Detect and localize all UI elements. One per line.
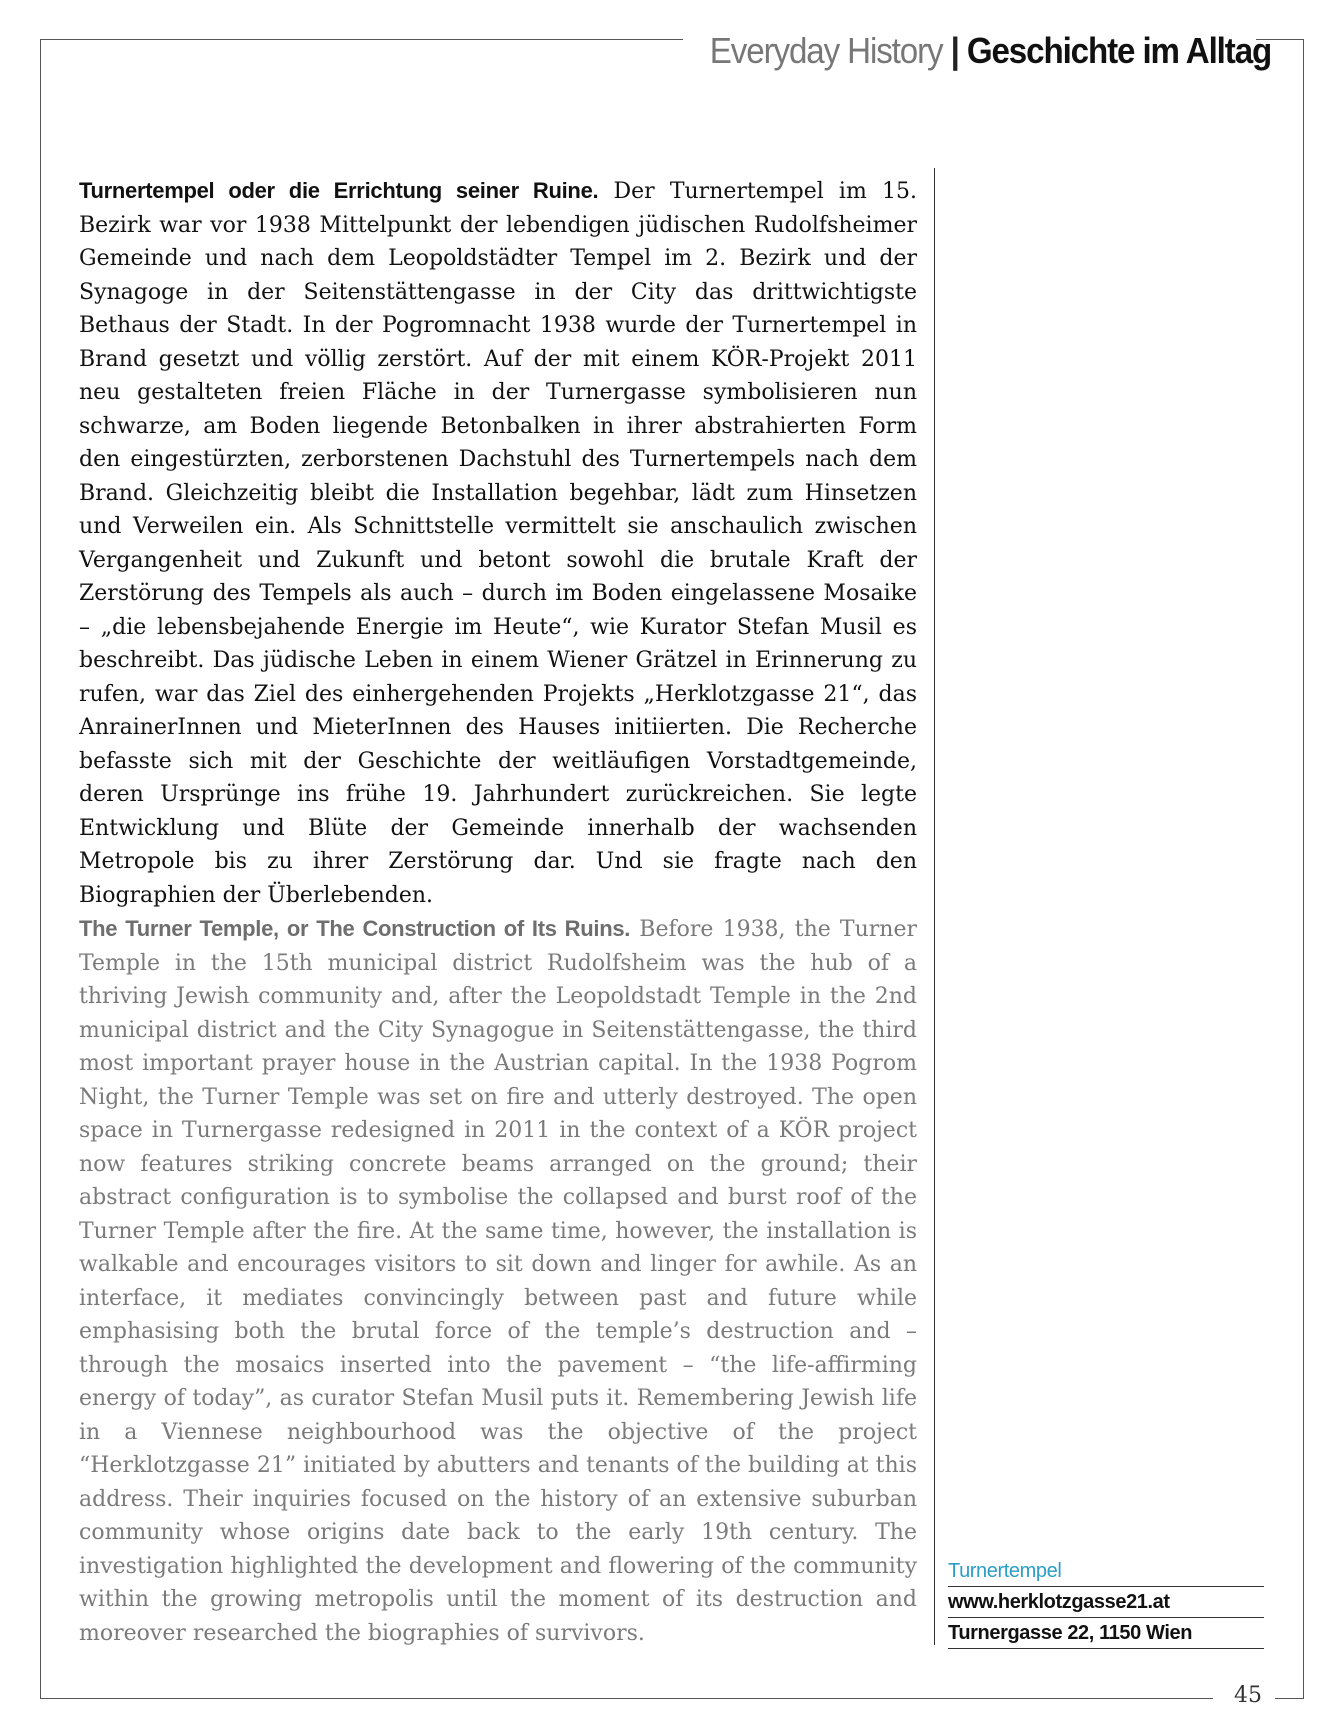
header-title-en: Everyday History [709,30,943,71]
frame-left-border [40,39,41,1699]
info-website-link[interactable]: www.herklotzgasse21.at [948,1587,1264,1618]
column-divider [934,168,935,1645]
english-lead-heading: The Turner Temple, or The Construction of Its Ruins. [79,916,631,941]
english-body-text: Before 1938, the Turner Temple in the 15th municipal district Rudolfsheim was the hub of a thriving Jewish community and, after the Leopoldstadt Temple in the 2nd municipal district and the City Synagogue in Seitenstättengasse, the third most important prayer house in the Austrian capital. In the 1938 Pogrom Night, the Turner Temple was set on fire and utterly destroyed. The open space in Turnergasse redesigned in 2011 in the context of a KÖR project now features striking concrete beams arranged on the ground; their abstract configuration is to symbolise the collapsed and burst roof of the Turner Temple after the fire. At the same time, however, the installation is walkable and encourages visitors to sit down and linger for awhile. As an interface, it mediates convincingly between past and future while emphasising both the brutal force of the temple’s destruction and – through the mosaics inserted into the pavement – “the life-affirming energy of today”, as curator Stefan Musil puts it. Remembering Jewish life in a Viennese neighbourhood was the objective of the project “Herklotzgasse 21” initiated by abutters and tenants of the building at this address. Their inquiries focused on the history of an extensive suburban community whose origins date back to the early 19th century. The investigation highlighted the development and flowering of the community within the growing metropolis until the moment of its destruction and moreover researched the biographies of survivors. [79,917,918,1646]
frame-bottom-right-border [1275,1698,1304,1699]
german-paragraph [79,174,917,912]
english-paragraph [79,912,917,1650]
frame-right-border [1303,39,1304,1699]
info-box [948,1556,1264,1649]
header-separator: | [950,30,959,71]
info-title: Turnertempel [948,1556,1264,1587]
german-lead-heading: Turnertempel oder die Errichtung seiner Ruine. [79,178,599,203]
frame-bottom-border [40,1698,1213,1699]
page-number: 45 [1234,1683,1262,1708]
header-title-de: Geschichte im Alltag [966,30,1271,71]
info-address: Turnergasse 22, 1150 Wien [948,1618,1264,1649]
frame-top-border [40,39,683,40]
german-body-text: Der Turnertempel im 15. Bezirk war vor 1938 Mittelpunkt der lebendigen jüdischen Rudolfsheimer Gemeinde und nach dem Leopoldstädter Tempel im 2. Bezirk und der Synagoge in der Seitenstättengasse in der City das drittwichtigste Bethaus der Stadt. In der Pogromnacht 1938 wurde der Turnertempel in Brand gesetzt und völlig zerstört. Auf der mit einem KÖR-Projekt 2011 neu gestalteten freien Fläche in der Turnergasse symbolisieren nun schwarze, am Boden liegende Betonbalken in ihrer abstrahierten Form den eingestürzten, zerborstenen Dachstuhl des Turnertempels nach dem Brand. Gleichzeitig bleibt die Installation begehbar, lädt zum Hinsetzen und Verweilen ein. Als Schnittstelle vermittelt sie anschaulich zwischen Vergangenheit und Zukunft und betont sowohl die brutale Kraft der Zerstörung des Tempels als auch – durch im Boden eingelassene Mosaike – „die lebensbejahende Energie im Heute“, wie Kurator Stefan Musil es beschreibt. Das jüdische Leben in einem Wiener Grätzel in Erinnerung zu rufen, war das Ziel des einhergehenden Projekts „Herklotzgasse 21“, das AnrainerInnen und MieterInnen des Hauses initiierten. Die Recherche befasste sich mit der Geschichte der weitläufigen Vorstadtgemeinde, deren Ursprünge ins frühe 19. Jahrhundert zurückreichen. Sie legte Entwicklung und Blüte der Gemeinde innerhalb der wachsenden Metropole bis zu ihrer Zerstörung dar. Und sie fragte nach den Biographien der Überlebenden. [79,179,917,908]
page-header [710,30,1271,72]
